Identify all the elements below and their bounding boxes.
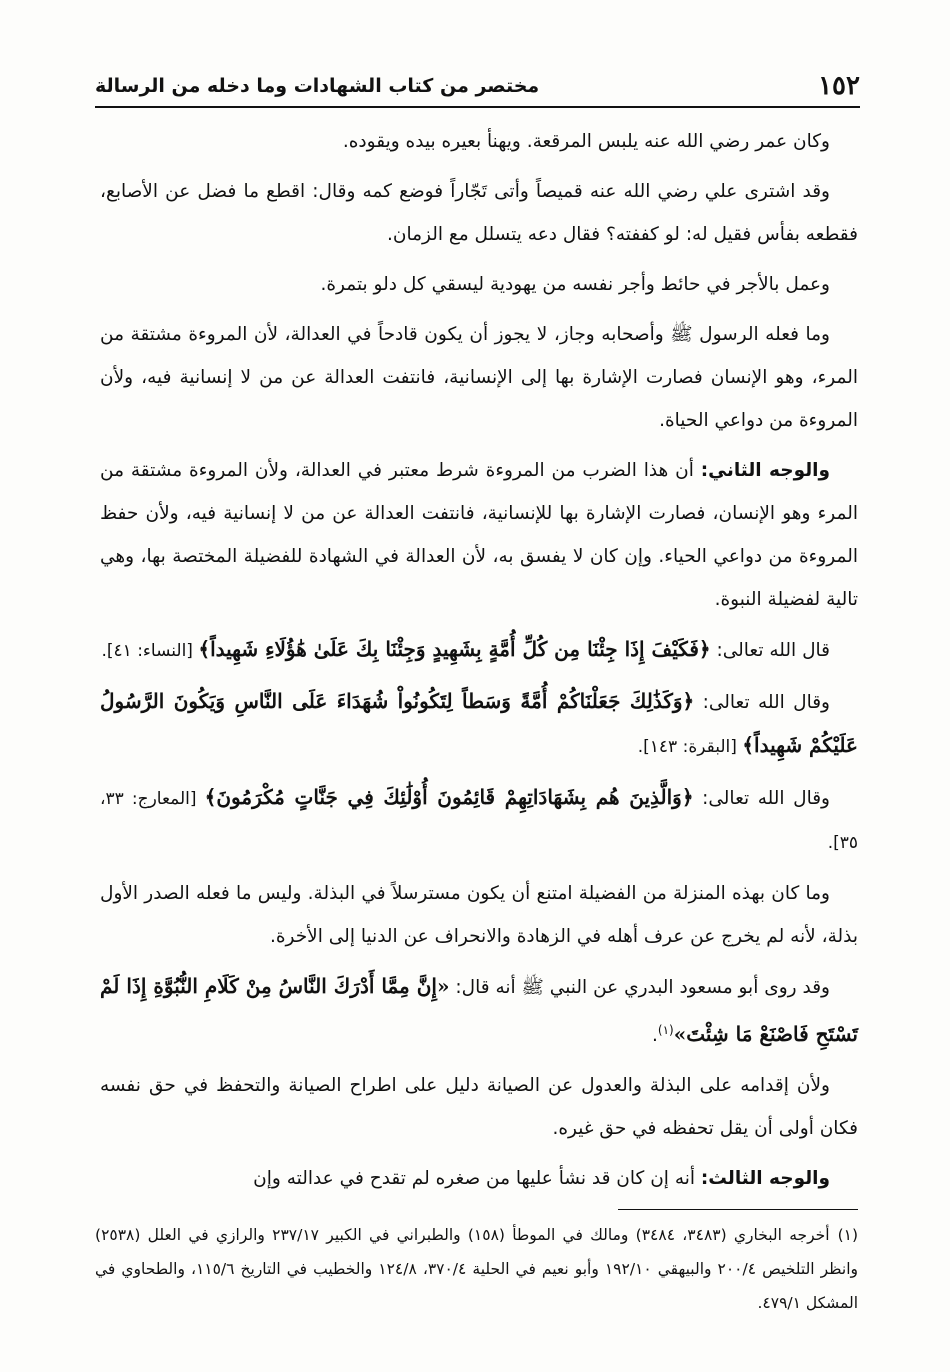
paragraph-text: أن هذا الضرب من المروءة شرط معتبر في العدالة، ولأن المروءة مشتقة من المرء وهو الإنسان، فصارت الإشارة بها للإنسانية، فانتفت العدالة عن من لا إنسانية فيه، ولأن حفظ المروءة من دواعي الحياء. وإن كان لا يفسق به، لأن العدالة في الشهادة للفضيلة المختصة بها، وهي تالية لفضيلة النبوة. [100,460,858,610]
quran-verse: ﴿فَكَيْفَ إِذَا جِئْنَا مِن كُلِّ أُمَّةٍ بِشَهِيدٍ وَجِئْنَا بِكَ عَلَىٰ هَٰؤُلَاءِ شَهِيداً﴾ [198,637,711,661]
quran-verse: ﴿وَكَذَٰلِكَ جَعَلْنَاكُمْ أُمَّةً وَسَطاً لِتَكُونُواْ شُهَدَاءَ عَلَى النَّاسِ وَيَكُونَ الرَّسُولُ عَلَيْكُمْ شَهِيداً﴾ [100,689,858,757]
quran-paragraph [100,680,858,769]
paragraph-text: وعمل بالأجر في حائط وأجر نفسه من يهودية ليسقي كل دلو بتمرة. [320,274,830,295]
paragraph-text: ولأن إقدامه على البذلة والعدول عن الصيانة دليل على اطراح الصيانة والتحفظ في حق نفسه فكان أولى أن يقل تحفظه في حق غيره. [100,1075,858,1140]
paragraph-text: وما فعله الرسول ﷺ وأصحابه وجاز، لا يجوز أن يكون قادحاً في العدالة، لأن المروءة مشتقة من المرء، وهو الإنسان فصارت الإشارة بها إلى الإنسانية، فانتفت العدالة عن من لا إنسانية فيه، ولأن المروءة من دواعي الحياة. [100,324,858,431]
footnote-reference: (١) [657,1023,674,1037]
footnote [95,1218,858,1320]
paragraph-text: وقال الله تعالى: [694,692,830,713]
verse-reference: [المعارج: ٣٣، ٣٥]. [100,789,858,853]
paragraph-text: وكان عمر رضي الله عنه يلبس المرقعة. ويهنأ بعيره بيده ويقوده. [342,131,830,152]
paragraph-text: وقد روى أبو مسعود البدري عن النبي ﷺ أنه قال: [449,977,830,998]
quran-verse: ﴿وَالَّذِينَ هُم بِشَهَادَاتِهِمْ قَائِمُونَ أُوْلَٰئِكَ فِي جَنَّاتٍ مُكْرَمُونَ﴾ [204,785,694,809]
main-text [100,120,858,1207]
paragraph-text: وقد اشترى علي رضي الله عنه قميصاً وأتى تَجّاراً فوضع كمه وقال: اقطع ما فضل عن الأصابع، فقطعه بفأس فقيل له: لو كففته؟ فقال دعه يتسلل مع الزمان. [100,181,858,245]
verse-reference: [النساء: ٤١]. [101,641,199,661]
paragraph [100,1064,858,1150]
hadith-paragraph [100,965,858,1057]
footnote-text: أخرجه البخاري (٣٤٨٣، ٣٤٨٤) ومالك في الموطأ (١٥٨) والطبراني في الكبير ٢٣٧/١٧ والرازي في العلل (٢٥٣٨) وانظر التلخيص ٢٠٠/٤ والبيهقي ١٩٢/١٠ وأبو نعيم في الحلية ٣٧٠/٤، ١٢٤/٨ والخطيب في التاريخ ١١٥/٦، والطحاوي في المشكل ٤٧٩/١. [95,1226,858,1312]
paragraph-end: . [651,1025,658,1047]
quran-paragraph [100,776,858,865]
paragraph-text: أنه إن كان قد نشأ عليها من صغره لم تقدح في عدالته وإن [253,1168,701,1190]
paragraph [100,120,858,163]
footnote-divider [618,1209,858,1210]
paragraph [100,313,858,442]
running-title: مختصر من كتاب الشهادات وما دخله من الرسالة [95,75,540,97]
page-header [95,62,860,108]
paragraph-text: قال الله تعالى: [710,640,830,661]
section-lead: والوجه الثاني: [700,460,830,481]
paragraph [100,1157,858,1200]
paragraph-text: وقال الله تعالى: [693,788,830,809]
footnotes [95,1218,858,1320]
paragraph [100,170,858,256]
paragraph [100,263,858,306]
hadith-quote: «إِنَّ مِمَّا أَدْرَكَ النَّاسُ مِنْ كَلَامِ النُّبُوَّةِ إِذَا لَمْ تَسْتَحِ فَاصْنَعْ مَا شِئْتَ» [100,974,858,1047]
paragraph-text: وما كان بهذه المنزلة من الفضيلة امتنع أن يكون مسترسلاً في البذلة. وليس ما فعله الصدر الأول بذلة، لأنه لم يخرج عن عرف أهله في الزهادة والانحراف عن الدنيا إلى الأخرة. [100,883,858,947]
page-number: ١٥٢ [818,71,860,101]
footnote-marker: (١) [837,1226,859,1244]
verse-reference: [البقرة: ١٤٣]. [637,737,743,757]
quran-paragraph [100,628,858,673]
section-lead: والوجه الثالث: [700,1168,830,1190]
paragraph [100,449,858,621]
paragraph [100,872,858,958]
